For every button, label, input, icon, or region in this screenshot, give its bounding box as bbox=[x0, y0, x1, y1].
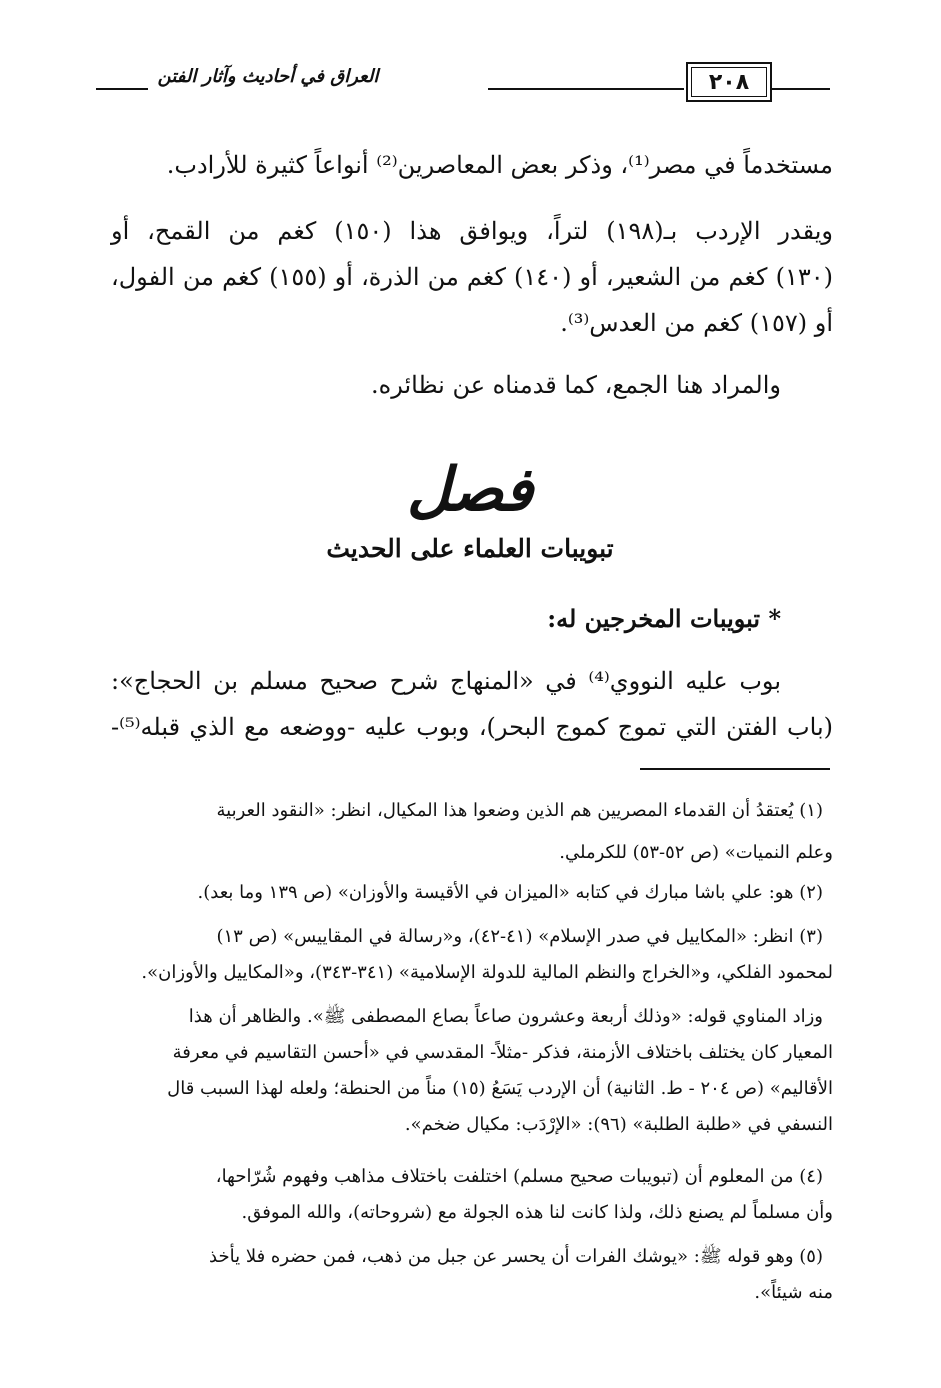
header-rule-left bbox=[96, 88, 148, 90]
footnote-line: (٣) انظر: «المكاييل في صدر الإسلام» (٤١-٤٢)، و«رسالة في المقاييس» (ص ١٣) bbox=[216, 926, 823, 947]
footnote-line: وعلم النميات» (ص ٥٢-٥٣) للكرملي. bbox=[559, 842, 833, 863]
footnote-line: (٥) وهو قوله ﷺ: «يوشك الفرات أن يحسر عن جبل من ذهب، فمن حضره فلا يأخذ bbox=[209, 1246, 823, 1267]
footnote-line: (١) يُعتقدُ أن القدماء المصريين هم الذين وضعوا هذا المكيال، انظر: «النقود العربية bbox=[216, 800, 823, 821]
footnote-line: (٤) من المعلوم أن (تبويبات صحيح مسلم) اختلفت باختلاف مذاهب وفهوم شُرّاحها، bbox=[215, 1166, 823, 1187]
footnote-line: منه شيئاً». bbox=[754, 1282, 833, 1303]
body-line: أو (١٥٧) كغم من العدس⁽³⁾. bbox=[560, 309, 833, 337]
footnote-line: المعيار كان يختلف باختلاف الأزمنة، فذكر -مثلاً- المقدسي في «أحسن التقاسيم في معرفة bbox=[172, 1042, 833, 1063]
section-heading: فصل bbox=[406, 455, 534, 525]
footnote-line: النسفي في «طلبة الطلبة» (٩٦): «الإرْدَب: مكيال ضخم». bbox=[404, 1114, 833, 1135]
page-number: ٢٠٨ bbox=[708, 69, 750, 95]
body-line: مستخدماً في مصر⁽¹⁾، وذكر بعض المعاصرين⁽²⁾ أنواعاً كثيرة للأرادب. bbox=[166, 151, 833, 179]
footnote-separator bbox=[640, 768, 830, 770]
page-number-box bbox=[686, 62, 772, 102]
footnote-line: وأن مسلماً لم يصنع ذلك، ولذا كانت لنا هذه الجولة مع (شروحاته)، والله الموفق. bbox=[241, 1202, 833, 1223]
header-rule-right bbox=[772, 88, 830, 90]
footnote-line: وزاد المناوي قوله: «وذلك أربعة وعشرون صاعاً بصاع المصطفى ﷺ». والظاهر أن هذا bbox=[188, 1006, 823, 1027]
body-line: والمراد هنا الجمع، كما قدمناه عن نظائره. bbox=[371, 371, 781, 399]
footnote-line: الأقاليم» (ص ٢٠٤ - ط. الثانية) أن الإردب يَسَعُ (١٥) مناً من الحنطة؛ ولعله لهذا السبب قال bbox=[167, 1078, 833, 1099]
footnote-line: (٢) هو: علي باشا مبارك في كتابه «الميزان في الأقيسة والأوزان» (ص ١٣٩ وما بعد). bbox=[197, 882, 823, 903]
section-subheading: تبويبات العلماء على الحديث bbox=[326, 534, 614, 563]
header-rule-middle bbox=[488, 88, 684, 90]
book-title: العراق في أحاديث وآثار الفتن bbox=[157, 66, 379, 87]
footnote-line: لمحمود الفلكي، و«الخراج والنظم المالية للدولة الإسلامية» (٣٤١-٣٤٣)، و«المكاييل والأوزان». bbox=[141, 962, 833, 983]
body-line: بوب عليه النووي⁽⁴⁾ في «المنهاج شرح صحيح مسلم بن الحجاج»: bbox=[111, 667, 782, 695]
body-line: ويقدر الإردب بـ(١٩٨) لتراً، ويوافق هذا (١٥٠) كغم من القمح، أو bbox=[111, 217, 833, 245]
body-line: (باب الفتن التي تموج كموج البحر)، وبوب عليه -ووضعه مع الذي قبله⁽⁵⁾- bbox=[111, 713, 833, 741]
bullet-heading: * تبويبات المخرجين له: bbox=[547, 604, 781, 633]
body-line: (١٣٠) كغم من الشعير، أو (١٤٠) كغم من الذرة، أو (١٥٥) كغم من الفول، bbox=[111, 263, 833, 291]
page-header bbox=[96, 56, 830, 112]
